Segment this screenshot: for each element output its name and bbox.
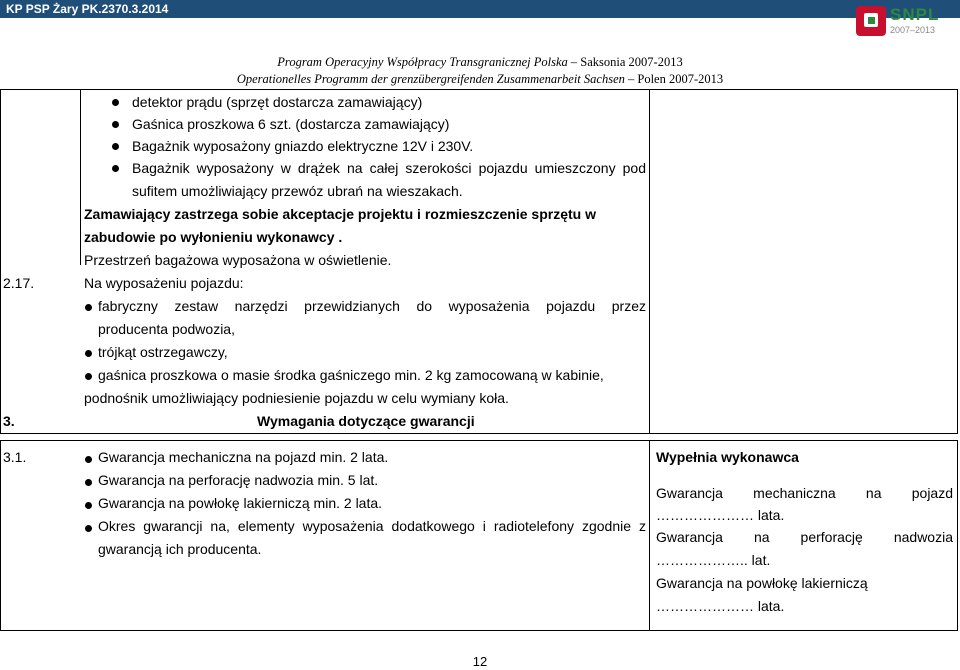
list-item: Okres gwarancji na, elementy wyposażenia dodatkowego i radiotelefony zgodnie z: [98, 518, 646, 534]
bullet-icon: [112, 143, 119, 150]
list-item: Gwarancja na perforację nadwozia min. 5 lat.: [98, 472, 379, 488]
section-number: 3.1.: [3, 449, 27, 465]
document-id: KP PSP Żary PK.2370.3.2014: [6, 2, 169, 16]
table-middle-border: [0, 433, 958, 434]
note-plain: Przestrzeń bagażowa wyposażona w oświetlenie.: [84, 252, 392, 268]
bullet-icon: [112, 99, 119, 106]
table-right-border: [957, 89, 958, 434]
table-left-border: [0, 89, 1, 434]
note-bold-continuation: zabudowie po wyłonieniu wykonawcy .: [84, 229, 343, 245]
warranty-field-blank[interactable]: ………………… lata.: [656, 507, 785, 523]
lower-column-divider: [649, 440, 650, 631]
list-item: gaśnica proszkowa o masie środka gaśniczego min. 2 kg zamocowaną w kabinie,: [98, 367, 604, 383]
list-item: Bagażnik wyposażony gniazdo elektryczne 12V i 230V.: [132, 138, 474, 154]
section-heading: Na wyposażeniu pojazdu:: [84, 275, 244, 291]
header-bar: [0, 0, 960, 18]
column-divider-right: [649, 89, 650, 434]
bullet-icon: [112, 165, 119, 172]
list-item-continuation: sufitem umożliwiający przewóz ubrań na wieszakach.: [132, 183, 463, 199]
bullet-icon: [85, 479, 92, 486]
list-item: detektor prądu (sprzęt dostarcza zamawiający): [132, 94, 423, 110]
lower-right-border: [957, 440, 958, 631]
logo-years: 2007–2013: [890, 25, 936, 35]
bullet-icon: [85, 373, 92, 380]
list-item-continuation: producenta podwozia,: [98, 321, 235, 337]
column-divider-top: [80, 89, 81, 265]
table-lower-top-border: [0, 440, 958, 441]
bullet-icon: [85, 456, 92, 463]
program-title-de: Operationelles Programm der grenzübergreifenden Zusammenarbeit Sachsen – Polen 2007-2013: [236, 72, 724, 86]
lower-bottom-border: [0, 630, 958, 631]
page-number: 12: [472, 654, 488, 669]
bullet-icon: [85, 525, 92, 532]
snpl-logo: [856, 4, 948, 38]
contractor-heading: Wypełnia wykonawca: [656, 449, 799, 465]
note-bold: Zamawiający zastrzega sobie akceptacje projektu i rozmieszczenie sprzętu w: [84, 206, 596, 222]
list-item-continuation: podnośnik umożliwiający podniesienie pojazdu w celu wymiany koła.: [84, 390, 509, 406]
warranty-field-blank[interactable]: ……………….. lat.: [656, 552, 771, 568]
list-item: Gwarancja mechaniczna na pojazd min. 2 lata.: [98, 449, 389, 465]
bullet-icon: [85, 350, 92, 357]
warranty-field-label: Gwarancja na perforację nadwozia: [656, 529, 953, 545]
section-number: 3.: [3, 413, 15, 429]
list-item: trójkąt ostrzegawczy,: [98, 344, 228, 360]
list-item-continuation: gwarancją ich producenta.: [98, 541, 262, 557]
bullet-icon: [112, 121, 119, 128]
warranty-field-blank[interactable]: ………………… lata.: [656, 598, 785, 614]
section-number: 2.17.: [3, 275, 35, 291]
list-item: fabryczny zestaw narzędzi przewidzianych do wyposażenia pojazdu przez: [98, 298, 646, 314]
program-title-pl: Program Operacyjny Współpracy Transgranicznej Polska – Saksonia 2007-2013: [277, 55, 683, 69]
lower-left-border: [0, 440, 1, 631]
logo-text: SNPL: [890, 5, 940, 24]
table-top-border: [0, 89, 958, 90]
list-item: Gwarancja na powłokę lakierniczą min. 2 lata.: [98, 495, 383, 511]
warranty-field-label: Gwarancja mechaniczna na pojazd: [656, 485, 953, 501]
warranty-field-label: Gwarancja na powłokę lakierniczą: [656, 575, 868, 591]
section-heading: Wymagania dotyczące gwarancji: [257, 413, 475, 429]
list-item: Gaśnica proszkowa 6 szt. (dostarcza zamawiający): [132, 116, 450, 132]
list-item: Bagażnik wyposażony w drążek na całej szerokości pojazdu umieszczony pod: [132, 160, 646, 176]
bullet-icon: [85, 502, 92, 509]
bullet-icon: [85, 304, 92, 311]
